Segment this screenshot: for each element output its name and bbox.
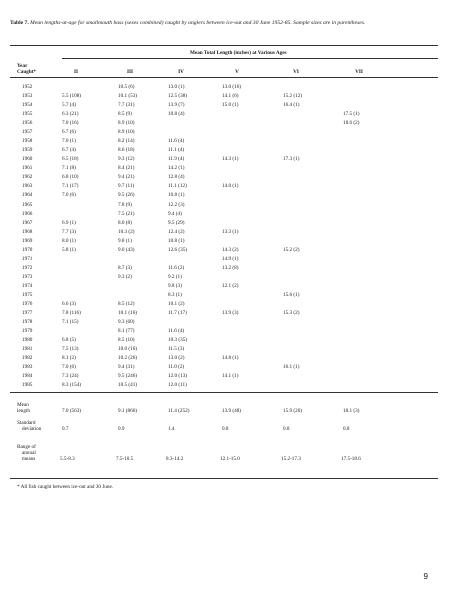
table-cell: 11.6 (2) (168, 264, 185, 271)
table-cell: 6.8 (10) (62, 174, 79, 181)
table-row-year: 1985 (22, 382, 33, 389)
table-row-year: 1974 (22, 282, 33, 289)
table-row-year: 1965 (22, 201, 33, 208)
table-cell: 8.7 (3) (118, 264, 132, 271)
table-cell: 6.3 (21) (62, 111, 79, 118)
table-cell: 10.1 (53) (118, 93, 138, 100)
table-row-year: 1958 (22, 138, 33, 145)
table-row-year: 1979 (22, 328, 33, 335)
table-cell: 10.0 (16) (118, 346, 138, 353)
range-cell: 15.2-17.3 (281, 456, 301, 462)
table-cell: 8.1 (2) (62, 355, 76, 362)
table-cell: 7.8 (116) (62, 310, 81, 316)
table-cell: 6.8 (5) (62, 337, 76, 344)
table-cell: 8.5 (12) (118, 300, 135, 307)
mean-cell: 11.4 (252) (168, 408, 190, 414)
table-cell: 10.1 (16) (118, 310, 138, 316)
table-cell: 15.2 (2) (283, 246, 300, 253)
table-cell: 9.4 (21) (118, 174, 135, 181)
table-row-year: 1971 (22, 255, 33, 262)
table-cell: 8.4 (21) (118, 165, 135, 172)
table-cell: 11.1 (12) (168, 183, 187, 190)
table-cell: 7.0 (6) (62, 192, 76, 199)
table-cell: 17.3 (1) (283, 156, 300, 163)
table-row-year: 1960 (22, 156, 33, 163)
table-cell: 12.6 (35) (168, 246, 188, 253)
table-cell: 8.5 (10) (118, 337, 135, 344)
table-cell: 7.5 (21) (118, 210, 135, 217)
table-row-year: 1967 (22, 219, 33, 226)
mean-label: Mean (17, 402, 29, 408)
table-cell: 12.2 (3) (168, 201, 185, 208)
table-cell: 11.5 (3) (168, 346, 185, 353)
table-cell: 14.3 (1) (222, 156, 239, 163)
table-cell: 14.8 (1) (222, 355, 239, 362)
table-row-year: 1983 (22, 364, 33, 371)
table-cell: 12.5 (38) (168, 93, 188, 100)
header-rule (10, 77, 438, 78)
range-label: annual (22, 450, 36, 456)
table-cell: 14.3 (2) (222, 246, 239, 253)
table-cell: 8.0 (1) (62, 237, 76, 244)
table-label: Table 7. (10, 20, 29, 26)
table-row-year: 1955 (22, 111, 33, 118)
table-row-year: 1956 (22, 120, 33, 127)
table-cell: 14.2 (1) (168, 165, 185, 172)
table-cell: 12.0 (13) (168, 373, 188, 380)
mean-cell: 13.9 (48) (222, 408, 242, 414)
table-cell: 12.8 (4) (168, 174, 185, 181)
table-cell: 11.1 (4) (168, 147, 185, 154)
table-cell: 7.7 (3) (62, 228, 76, 235)
table-cell: 8.9 (10) (118, 129, 135, 136)
table-cell: 10.5 (41) (118, 382, 138, 389)
table-row-year: 1981 (22, 346, 33, 353)
table-cell: 13.3 (1) (222, 228, 239, 235)
table-cell: 11.6 (4) (168, 328, 185, 335)
table-cell: 8.9 (10) (118, 120, 135, 127)
bottom-rule (10, 478, 438, 479)
table-cell: 10.5 (6) (118, 84, 135, 90)
body-rule (10, 392, 438, 393)
mean-cell: 15.9 (20) (283, 408, 303, 414)
table-row-year: 1953 (22, 93, 33, 100)
sd-cell: 1.4 (168, 426, 175, 432)
table-cell: 7.7 (31) (118, 102, 135, 109)
table-cell: 7.5 (13) (62, 346, 79, 353)
table-cell: 8.3 (1) (168, 291, 182, 298)
range-cell: 17.5-18.6 (341, 456, 361, 462)
sd-cell: 0.8 (283, 426, 290, 432)
table-row-year: 1970 (22, 246, 33, 253)
sd-cell: 0.7 (62, 426, 69, 432)
table-cell: 7.0 (6) (62, 364, 76, 371)
table-cell: 9.0 (43) (118, 246, 135, 253)
table-cell: 10.3 (35) (168, 337, 188, 344)
table-cell: 13.0 (1) (168, 84, 185, 90)
table-cell: 9.8 (1) (118, 237, 132, 244)
table-cell: 13.0 (16) (222, 84, 242, 90)
table-cell: 9.5 (26) (118, 192, 135, 199)
table-cell: 15.6 (1) (283, 291, 300, 298)
span-rule (62, 58, 438, 59)
table-row-year: 1964 (22, 192, 33, 199)
table-cell: 9.4 (4) (168, 210, 182, 217)
table-cell: 15.0 (1) (222, 102, 239, 109)
mean-cell: 7.0 (563) (62, 408, 82, 414)
table-cell: 11.6 (4) (168, 138, 185, 145)
table-cell: 18.6 (2) (343, 120, 360, 127)
table-cell: 7.1 (17) (62, 183, 79, 190)
table-row-year: 1952 (22, 84, 33, 90)
table-row-year: 1973 (22, 273, 33, 280)
table-cell: 10.3 (2) (118, 228, 135, 235)
table-row-year: 1980 (22, 337, 33, 344)
table-cell: 10.8 (1) (168, 192, 185, 199)
table-cell: 6.9 (1) (62, 219, 76, 226)
table-cell: 14.1 (1) (222, 373, 239, 380)
table-row-year: 1978 (22, 319, 33, 326)
table-cell: 10.8 (1) (168, 237, 185, 244)
year-header-line2: Caught* (17, 69, 37, 75)
table-row-year: 1966 (22, 210, 33, 217)
table-cell: 16.4 (1) (283, 102, 300, 109)
table-row-year: 1982 (22, 355, 33, 362)
table-row-year: 1975 (22, 291, 33, 298)
table-cell: 17.5 (1) (343, 111, 360, 118)
table-row-year: 1969 (22, 237, 33, 244)
table-cell: 10.8 (4) (168, 111, 185, 118)
table-cell: 9.7 (11) (118, 183, 135, 190)
page-number: 9 (423, 572, 428, 581)
range-cell: 7.5-10.5 (116, 456, 134, 462)
table-cell: 7.0 (16) (62, 120, 79, 127)
table-cell: 7.3 (24) (62, 373, 79, 380)
table-cell: 9.8 (3) (168, 282, 182, 289)
table-row-year: 1954 (22, 102, 33, 109)
table-cell: 9.2 (1) (168, 273, 182, 280)
table-cell: 7.8 (9) (118, 201, 132, 208)
table-cell: 6.6 (3) (62, 300, 76, 307)
sd-cell: 0.8 (222, 426, 229, 432)
table-cell: 9.5 (29) (168, 219, 185, 226)
table-cell: 14.1 (6) (222, 93, 239, 100)
range-cell: 5.5-8.3 (60, 456, 75, 462)
table-row-year: 1976 (22, 300, 33, 307)
age-header-vi: VI (293, 69, 299, 75)
range-cell: 12.1-15.0 (220, 456, 240, 462)
table-row-year: 1977 (22, 310, 33, 316)
sd-label: Standard (17, 420, 36, 426)
table-cell: 7.0 (1) (62, 138, 76, 145)
table-cell: 8.3 (154) (62, 382, 82, 389)
column-span-header: Mean Total Length (inches) at Various Ages (190, 50, 287, 56)
age-header-iii: III (126, 69, 134, 75)
table-row-year: 1968 (22, 228, 33, 235)
table-cell: 6.7 (4) (62, 147, 76, 154)
sd-label: deviation (22, 426, 42, 432)
table-cell: 16.1 (1) (283, 364, 300, 371)
table-cell: 6.5 (18) (62, 156, 79, 163)
table-cell: 15.3 (2) (283, 310, 300, 316)
sd-cell: 0.9 (118, 426, 125, 432)
sd-cell: 0.8 (343, 426, 350, 432)
table-row-year: 1962 (22, 174, 33, 181)
table-cell: 13.9 (7) (168, 102, 185, 109)
table-caption (10, 20, 438, 27)
table-cell: 12.4 (2) (168, 228, 185, 235)
table-cell: 12.0 (11) (168, 382, 187, 389)
footnote: * All fish caught between ice-out and 30 June. (17, 484, 114, 490)
table-row-year: 1972 (22, 264, 33, 271)
table-cell: 10.2 (26) (118, 355, 138, 362)
mean-cell: 9.1 (866) (118, 408, 138, 414)
range-cell: 8.3-14.2 (166, 456, 184, 462)
table-cell: 12.1 (2) (222, 282, 239, 289)
table-cell: 10.1 (2) (168, 300, 185, 307)
table-cell: 9.3 (60) (118, 319, 135, 326)
table-row-year: 1984 (22, 373, 33, 380)
table-cell: 13.2 (8) (222, 264, 239, 271)
mean-cell: 18.1 (3) (343, 408, 360, 414)
table-cell: 8.2 (14) (118, 138, 135, 145)
table-cell: 7.1 (15) (62, 319, 79, 326)
range-label: means (22, 456, 36, 462)
table-cell: 5.7 (4) (62, 102, 76, 109)
age-header-vii: VII (355, 69, 363, 75)
table-cell: 5.8 (1) (62, 246, 76, 253)
table-cell: 8.1 (77) (118, 328, 135, 335)
table-cell: 15.2 (12) (283, 93, 303, 100)
table-cell: 11.0 (2) (168, 364, 185, 371)
table-cell: 6.7 (6) (62, 129, 76, 136)
table-row-year: 1957 (22, 129, 33, 136)
table-row-year: 1961 (22, 165, 33, 172)
top-rule (10, 45, 438, 46)
table-cell: 11.9 (4) (168, 156, 185, 163)
age-header-ii: II (73, 69, 79, 75)
table-caption-text: Mean lengths-at-age for smallmouth bass (sexes combined) caught by anglers between ice-out and 30 June 1952-85. Sample sizes are in parentheses. (30, 20, 366, 26)
table-cell: 13.0 (2) (168, 355, 185, 362)
table-cell: 14.9 (1) (222, 255, 239, 262)
table-row-year: 1959 (22, 147, 33, 154)
table-cell: 9.4 (31) (118, 364, 135, 371)
table-cell: 8.5 (9) (118, 111, 132, 118)
table-row-year: 1963 (22, 183, 33, 190)
table-cell: 7.1 (8) (62, 165, 76, 172)
table-cell: 9.3 (12) (118, 156, 135, 163)
table-cell: 8.0 (8) (118, 219, 132, 226)
table-cell: 9.5 (246) (118, 373, 138, 380)
year-header-line1: Year (17, 63, 28, 69)
table-cell: 9.3 (2) (118, 273, 132, 280)
mean-label: length (17, 408, 30, 414)
table-cell: 13.9 (3) (222, 310, 239, 316)
table-cell: 11.7 (17) (168, 310, 187, 316)
table-cell: 14.0 (1) (222, 183, 239, 190)
table-cell: 5.5 (108) (62, 93, 82, 100)
age-header-iv: IV (178, 69, 184, 75)
table-cell: 8.6 (18) (118, 147, 135, 154)
age-header-v: V (235, 69, 239, 75)
range-label: Range of (17, 444, 36, 450)
